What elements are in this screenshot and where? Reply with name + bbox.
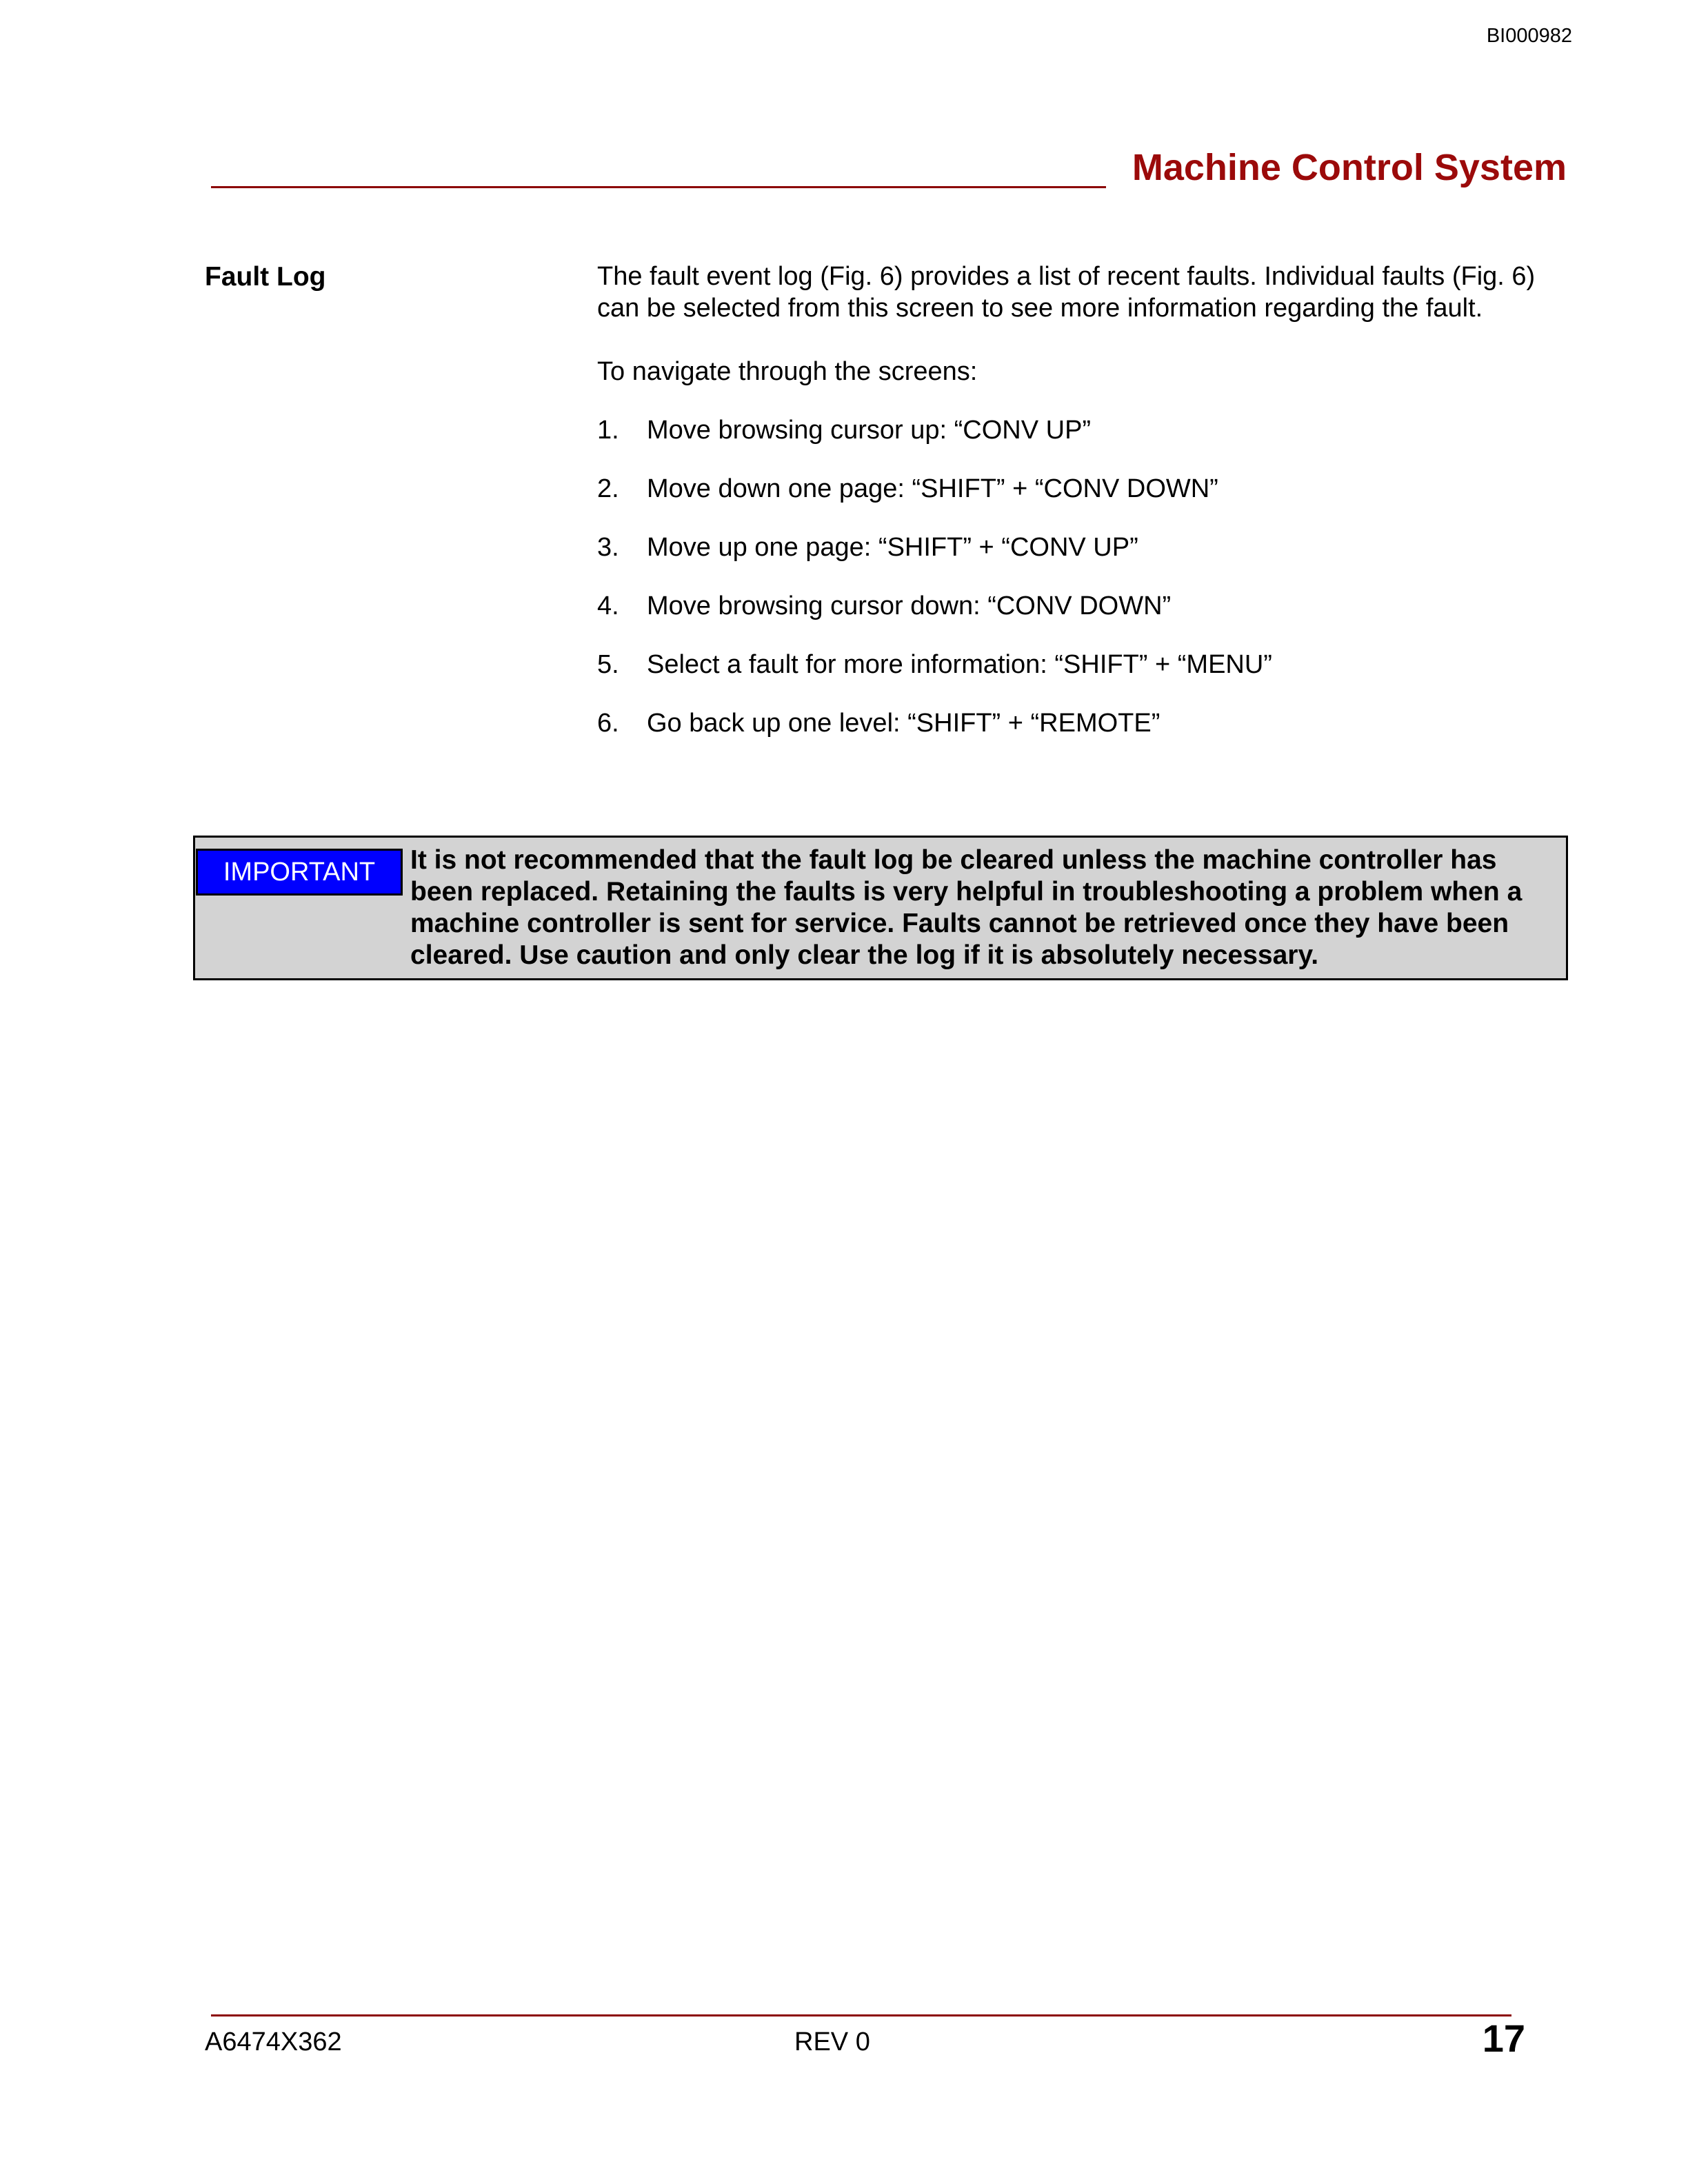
list-item xyxy=(597,707,1563,739)
list-item xyxy=(597,649,1563,680)
step-text: Move up one page: “SHIFT” + “CONV UP” xyxy=(647,533,1138,562)
header-rule xyxy=(211,186,1106,188)
footer-rule xyxy=(211,2014,1511,2016)
section-heading: Fault Log xyxy=(205,262,326,292)
step-number: 2. xyxy=(597,474,619,503)
footer-doc-number: A6474X362 xyxy=(205,2028,342,2056)
list-item xyxy=(597,473,1563,505)
step-number: 4. xyxy=(597,592,619,620)
document-id: BI000982 xyxy=(1486,25,1572,47)
navigation-intro: To navigate through the screens: xyxy=(597,357,978,386)
step-number: 6. xyxy=(597,709,619,738)
list-item xyxy=(597,532,1563,563)
page-title: Machine Control System xyxy=(1132,147,1567,188)
section-body xyxy=(597,261,1563,739)
important-note-text: It is not recommended that the fault log be cleared unless the machine controller has been replaced. Retaining the faults is very helpful in troubleshooting a problem when a machine controller is sent for service. Faults cannot be retrieved once they have been cleared. Use caution and only clear the log if it is absolutely necessary. xyxy=(410,845,1523,970)
step-number: 1. xyxy=(597,416,619,445)
important-badge: IMPORTANT xyxy=(196,849,403,896)
intro-paragraph: The fault event log (Fig. 6) provides a list of recent faults. Individual faults (Fig. 6) can be selected from this screen to see more information regarding the fault. xyxy=(597,262,1536,323)
step-text: Move down one page: “SHIFT” + “CONV DOWN” xyxy=(647,474,1218,503)
step-text: Select a fault for more information: “SHIFT” + “MENU” xyxy=(647,650,1272,679)
step-text: Go back up one level: “SHIFT” + “REMOTE” xyxy=(647,709,1160,738)
important-note xyxy=(193,836,1568,980)
step-number: 5. xyxy=(597,650,619,679)
step-text: Move browsing cursor down: “CONV DOWN” xyxy=(647,592,1172,620)
page-number: 17 xyxy=(1482,2016,1525,2060)
list-item xyxy=(597,414,1563,446)
list-item xyxy=(597,590,1563,622)
step-number: 3. xyxy=(597,533,619,562)
navigation-steps xyxy=(597,414,1563,739)
step-text: Move browsing cursor up: “CONV UP” xyxy=(647,416,1092,445)
footer-revision: REV 0 xyxy=(794,2028,870,2056)
